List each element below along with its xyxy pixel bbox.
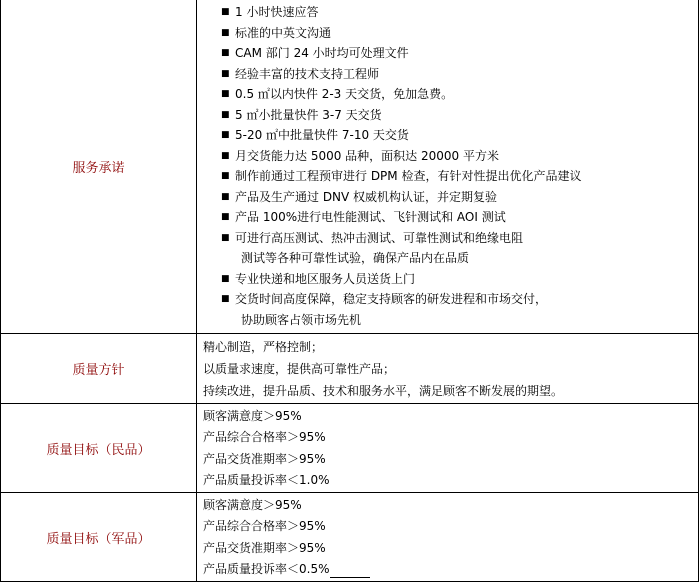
bullet-icon: ■	[221, 212, 230, 222]
list-item: ■ 产品及生产通过 DNV 权威机构认证，并定期复验	[203, 187, 698, 208]
list-item: ■ 0.5 ㎡以内快件 2-3 天交货，免加急费。	[203, 84, 698, 105]
goal-line: 顾客满意度＞95%	[203, 409, 302, 423]
list-item: ■ 月交货能力达 5000 品种，面积达 20000 平方米	[203, 146, 698, 167]
bullet-icon: ■	[221, 130, 230, 140]
policy-line: 以质量求速度，提供高可靠性产品；	[203, 362, 396, 376]
goal-line: 产品交货准期率＞95%	[203, 540, 326, 555]
list-item: ■ 标准的中英文沟通	[203, 23, 698, 44]
bullet-icon: ■	[221, 7, 230, 17]
bullet-icon: ■	[221, 294, 230, 304]
bullet-icon: ■	[221, 68, 230, 79]
policy-label: 质量方针	[1, 334, 197, 404]
bullet-icon: ■	[221, 171, 230, 181]
list-item: ■ 制作前通过工程预审进行 DPM 检查，有针对性提出优化产品建议	[203, 166, 698, 187]
military-goal-row	[1, 493, 699, 582]
list-item: ■ 1 小时快速应答	[203, 2, 698, 23]
bullet-icon: ■	[221, 109, 230, 120]
bullet-icon: ■	[221, 89, 230, 99]
civil-goal-row	[1, 404, 699, 493]
bullet-icon: ■	[221, 273, 230, 284]
list-item: ■ 专业快递和地区服务人员送货上门	[203, 269, 698, 290]
goal-line: 产品质量投诉率＜1.0%	[203, 472, 330, 487]
bullet-icon: ■	[221, 191, 230, 202]
policy-row	[1, 334, 699, 404]
policy-content	[197, 334, 699, 404]
bullet-icon: ■	[221, 150, 230, 161]
list-item: ■ 交货时间高度保障，稳定支持顾客的研发进程和市场交付， 协助顾客占领市场先机	[203, 289, 698, 330]
service-row	[1, 0, 699, 334]
list-item: ■ 可进行高压测试、热冲击测试、可靠性测试和绝缘电阻 测试等各种可靠性试验，确保产品内在品质	[203, 228, 698, 269]
civil-goal-content	[197, 404, 699, 493]
service-list	[197, 0, 698, 333]
goal-line: 产品交货准期率＞95%	[203, 451, 326, 466]
goal-line: 产品综合合格率＞95%	[203, 430, 326, 445]
bullet-icon: ■	[221, 48, 230, 58]
policy-line: 持续改进，提升品质、技术和服务水平，满足顾客不断发展的期望。	[203, 384, 564, 398]
list-item: ■ 5-20 ㎡中批量快件 7-10 天交货	[203, 125, 698, 146]
goal-line: 顾客满意度＞95%	[203, 498, 302, 513]
list-item-continuation: 协助顾客占领市场先机	[241, 312, 362, 327]
list-item: ■ 5 ㎡小批量快件 3-7 天交货	[203, 105, 698, 126]
goal-line: 产品综合合格率＞95%	[203, 519, 326, 534]
bullet-icon: ■	[221, 232, 230, 243]
service-content	[197, 0, 699, 334]
list-item: ■ 经验丰富的技术支持工程师	[203, 64, 698, 85]
civil-goal-label: 质量目标（民品）	[1, 404, 197, 493]
list-item: ■ 产品 100%进行电性能测试、飞针测试和 AOI 测试	[203, 207, 698, 228]
military-goal-content	[197, 493, 699, 582]
list-item-continuation: 测试等各种可靠性试验，确保产品内在品质	[241, 251, 470, 265]
bullet-icon: ■	[221, 27, 230, 38]
service-label: 服务承诺	[1, 0, 197, 334]
list-item: ■ CAM 部门 24 小时均可处理文件	[203, 43, 698, 64]
policy-line: 精心制造，严格控制；	[203, 340, 324, 354]
military-goal-label: 质量目标（军品）	[1, 493, 197, 582]
page-break-mark	[330, 577, 370, 581]
goal-line: 产品质量投诉率＜0.5%	[203, 562, 330, 577]
